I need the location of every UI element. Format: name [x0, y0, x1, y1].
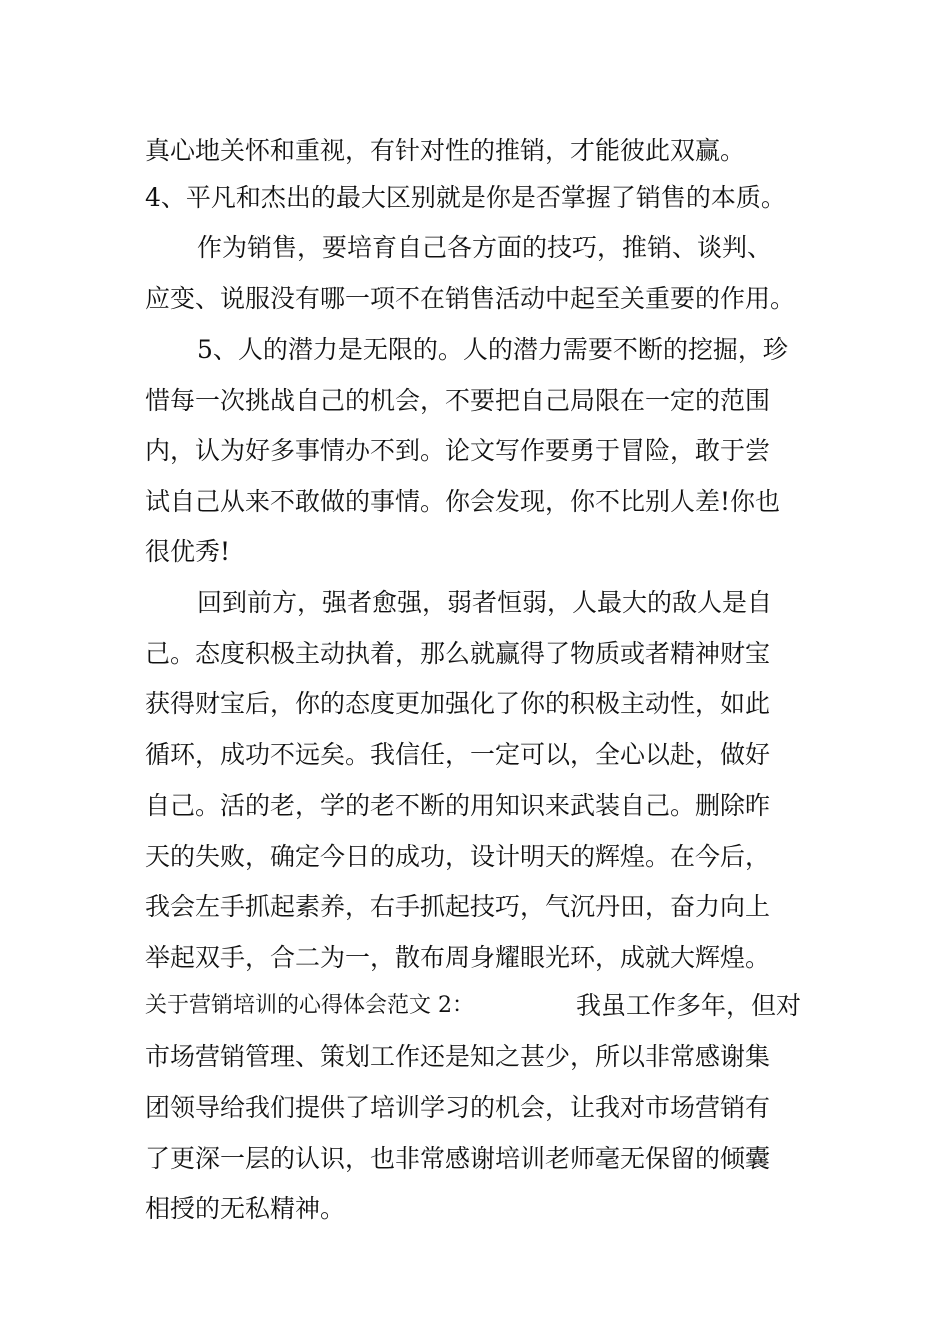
- line-text: 真心地关怀和重视，有针对性的推销，才能彼此双赢。: [145, 136, 746, 165]
- line-text: 惜每一次挑战自己的机会，不要把自己局限在一定的范围: [145, 386, 771, 415]
- line-text: 市场营销管理、策划工作还是知之甚少，所以非常感谢集: [145, 1042, 771, 1071]
- line-text: 循环，成功不远矣。我信任，一定可以，全心以赴，做好: [145, 740, 771, 769]
- text-line-4: [0, 273, 950, 325]
- text-line-13: [0, 729, 950, 781]
- text-line-18: [0, 980, 950, 1032]
- line-text: 回到前方，强者愈强，弱者恒弱，人最大的敌人是自: [197, 588, 773, 617]
- text-line-19: [0, 1031, 950, 1083]
- text-line-17: [0, 932, 950, 984]
- line-text: 天的失败，确定今日的成功，设计明天的辉煌。在今后，: [145, 842, 771, 871]
- text-line-21: [0, 1133, 950, 1185]
- line-text: 团领导给我们提供了培训学习的机会，让我对市场营销有: [145, 1093, 771, 1122]
- text-line-3: [0, 222, 950, 274]
- line-text: 内，认为好多事情办不到。论文写作要勇于冒险，敢于尝: [145, 436, 771, 465]
- line-text: 5、人的潜力是无限的。人的潜力需要不断的挖掘，珍: [197, 335, 788, 364]
- text-line-1: [0, 125, 950, 177]
- section-heading: 关于营销培训的心得体会范文 2：: [145, 993, 474, 1018]
- line-text: 己。态度积极主动执着，那么就赢得了物质或者精神财宝: [145, 639, 771, 668]
- text-line-5: [0, 324, 950, 376]
- line-text: 很优秀!: [145, 537, 231, 566]
- text-line-16: [0, 881, 950, 933]
- line-text: 我虽工作多年，但对: [576, 991, 802, 1020]
- text-line-7: [0, 425, 950, 477]
- line-text: 举起双手，合二为一，散布周身耀眼光环，成就大辉煌。: [145, 943, 771, 972]
- line-text: 我会左手抓起素养，右手抓起技巧，气沉丹田，奋力向上: [145, 892, 771, 921]
- text-line-9: [0, 526, 950, 578]
- text-line-2: [0, 172, 950, 224]
- text-line-20: [0, 1082, 950, 1134]
- text-line-15: [0, 831, 950, 883]
- line-text: 获得财宝后，你的态度更加强化了你的积极主动性，如此: [145, 689, 771, 718]
- line-text: 试自己从来不敢做的事情。你会发现，你不比别人差!你也: [145, 487, 781, 516]
- text-line-14: [0, 780, 950, 832]
- line-text: 相授的无私精神。: [145, 1194, 346, 1223]
- text-line-6: [0, 375, 950, 427]
- text-line-12: [0, 678, 950, 730]
- line-text: 了更深一层的认识，也非常感谢培训老师毫无保留的倾囊: [145, 1144, 771, 1173]
- text-line-8: [0, 476, 950, 528]
- text-line-22: [0, 1183, 950, 1235]
- line-text: 自己。活的老，学的老不断的用知识来武装自己。删除昨: [145, 791, 771, 820]
- text-line-11: [0, 628, 950, 680]
- text-line-10: [0, 577, 950, 629]
- line-text: 作为销售，要培育自己各方面的技巧，推销、谈判、: [197, 233, 773, 262]
- line-text: 4、平凡和杰出的最大区别就是你是否掌握了销售的本质。: [145, 183, 786, 212]
- line-text: 应变、说服没有哪一项不在销售活动中起至关重要的作用。: [145, 284, 796, 313]
